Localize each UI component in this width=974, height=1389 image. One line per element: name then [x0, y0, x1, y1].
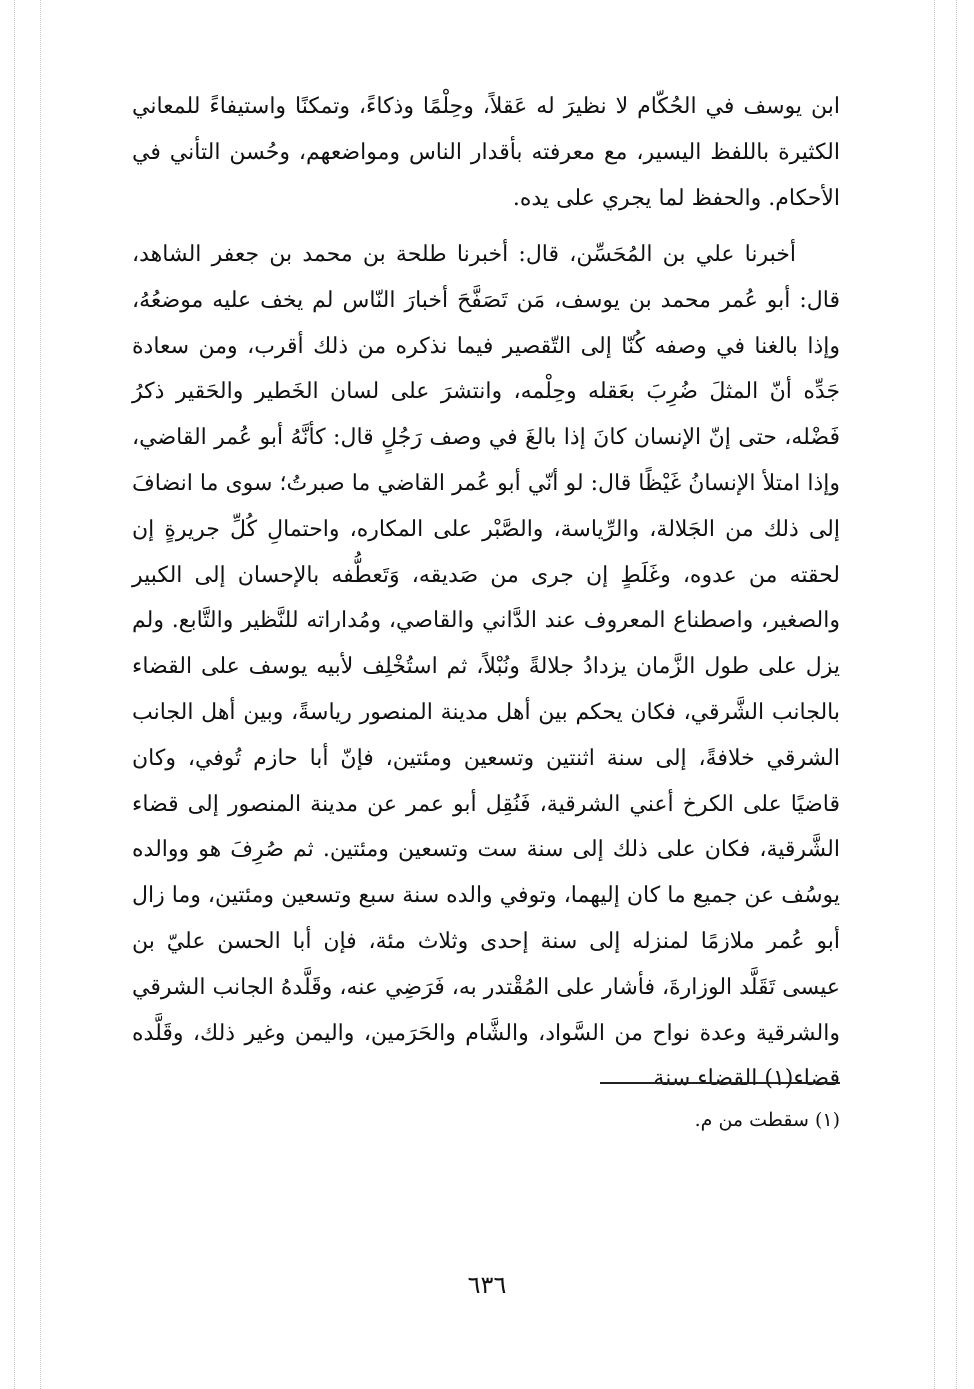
paragraph-1: ابن يوسف في الحُكّام لا نظيرَ له عَقلاً، وحِلْمًا وذكاءً، وتمكنًا واستيفاءً للمعاني الكثيرة باللفظ اليسير، مع معرفته بأقدار الناس ومواضعهم، وحُسن التأني في الأحكام. والحفظ لما يجري على يده.: [132, 94, 840, 211]
page-number: ٦٣٦: [467, 1271, 507, 1299]
footnote: (١) سقطت من م.: [694, 1109, 840, 1131]
scan-guide-line: [934, 0, 935, 1389]
scan-guide-line: [14, 0, 15, 1389]
scan-guide-line: [40, 0, 41, 1389]
scan-guide-line: [956, 0, 957, 1389]
footnote-separator: [600, 1082, 840, 1084]
paragraph-2: أخبرنا علي بن المُحَسِّن، قال: أخبرنا طلحة بن محمد بن جعفر الشاهد، قال: أبو عُمر محمد بن يوسف، مَن تَصَفَّحَ أخبارَ النّاس لم يخف عليه موضعُهُ، وإذا بالغنا في وصفه كُنّا إلى التّقصير فيما نذكره من ذلك أقرب، ومن سعادة جَدِّه أنّ المثلَ ضُرِبَ بعَقله وحِلْمه، وانتشرَ على لسان الخَطير والحَقير ذكرُ فَضْله، حتى إنّ الإنسان كانَ إذا بالغَ في وصف رَجُلٍ قال: كأنَّهُ أبو عُمر القاضي، وإذا امتلأ الإنسانُ غَيْظًا قال: لو أنّي أبو عُمر القاضي ما صبرتُ؛ سوى ما انضافَ إلى ذلك من الجَلالة، والرِّياسة، والصَّبْر على المكاره، واحتمالِ كُلِّ جريرةٍ إن لحقته من عدوه، وغَلَطٍ إن جرى من صَديقه، وَتَعطُّفه بالإحسان إلى الكبير والصغير، واصطناع المعروف عند الدَّاني والقاصي، ومُداراته للنَّظير والتَّابع. ولم يزل على طول الزَّمان يزدادُ جلالةً ونُبْلاً، ثم استُخْلِف لأبيه يوسف على القضاء بالجانب الشَّرقي، فكان يحكم بين أهل مدينة المنصور رياسةً، وبين أهل الجانب الشرقي خلافةً، إلى سنة اثنتين وتسعين ومئتين، فإنّ أبا حازم تُوفي، وكان قاضيًا على الكرخ أعني الشرقية، فَنُقِل أبو عمر عن مدينة المنصور إلى قضاء الشَّرقية، فكان على ذلك إلى سنة ست وتسعين ومئتين. ثم صُرِفَ هو ووالده يوسُف عن جميع ما كان إليهما، وتوفي والده سنة سبع وتسعين ومئتين، وما زال أبو عُمر ملازمًا لمنزله إلى سنة إحدى وثلاث مئة، فإن أبا الحسن عليّ بن عيسى تَقَلَّد الوزارةَ، فأشار على المُقْتدر به، فَرَضِي عنه، وقَلَّدهُ الجانب الشرقي والشرقية وعدة نواح من السَّواد، والشَّام والحَرَمين، واليمن وغير ذلك، وقَلَّده قضاء(١) القضاء سنة: [132, 242, 840, 1092]
